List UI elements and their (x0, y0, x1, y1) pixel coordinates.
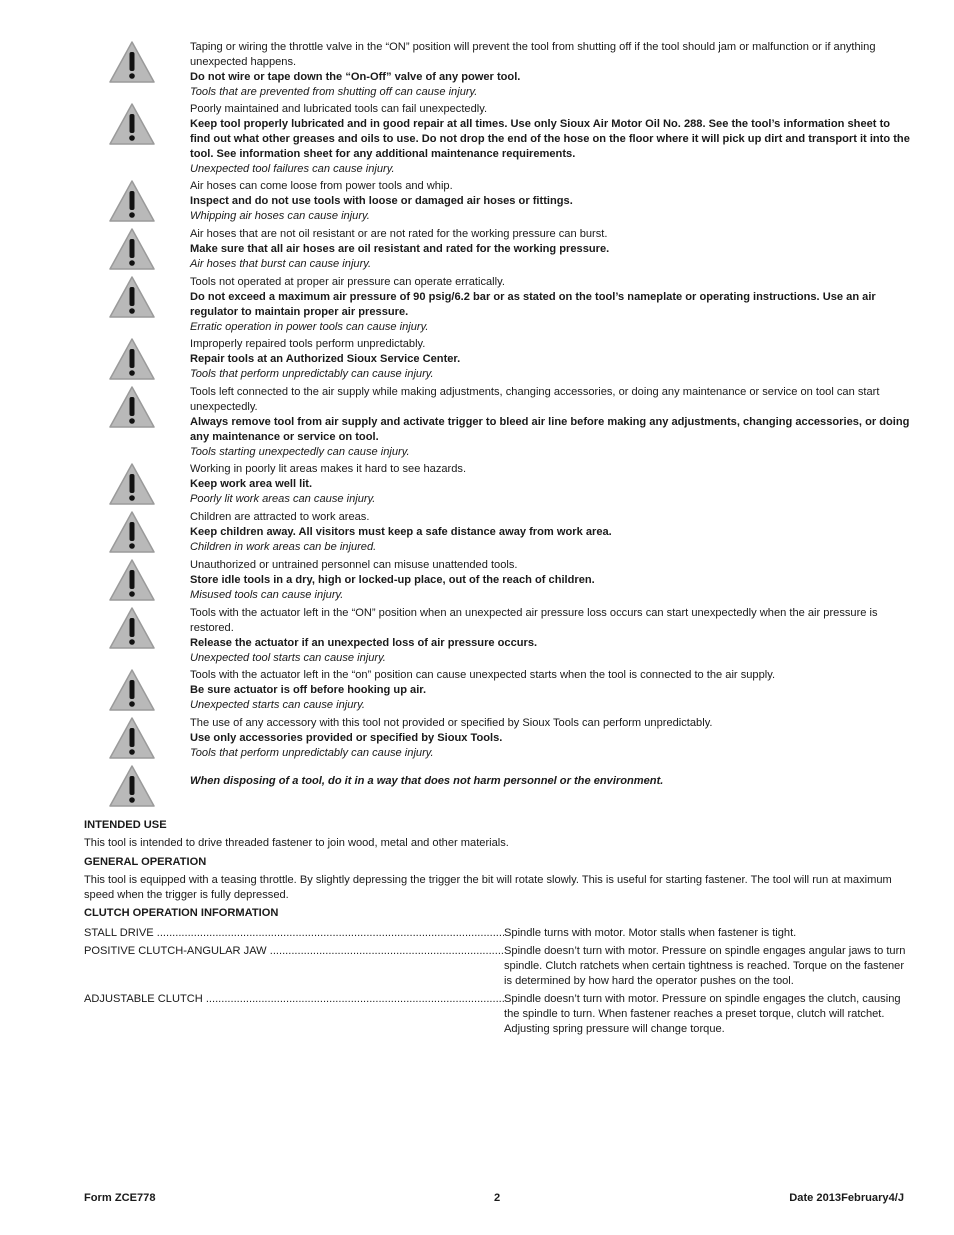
warning-hazard-text: Poorly maintained and lubricated tools can fail unexpectedly. (190, 103, 488, 115)
warning-item (108, 510, 910, 556)
warning-item (108, 606, 910, 666)
warning-consequence-text: Poorly lit work areas can cause injury. (190, 493, 376, 505)
warning-item (108, 102, 910, 177)
general-operation-heading: GENERAL OPERATION (84, 856, 207, 868)
warning-item (108, 716, 910, 762)
warning-instruction-text: Use only accessories provided or specified by Sioux Tools. (190, 732, 503, 744)
page-footer (84, 1192, 904, 1208)
warning-triangle-icon (108, 275, 160, 321)
warning-consequence-text: When disposing of a tool, do it in a way that does not harm personnel or the environment. (190, 775, 664, 787)
warning-item (108, 337, 910, 383)
warning-consequence-text: Misused tools can cause injury. (190, 589, 344, 601)
leader-dots (203, 993, 504, 1005)
warning-consequence-text: Tools that perform unpredictably can cause injury. (190, 747, 434, 759)
clutch-description: Spindle turns with motor. Motor stalls when fastener is tight. (504, 927, 797, 939)
warning-triangle-icon (108, 385, 160, 431)
warning-consequence-text: Tools that perform unpredictably can cause injury. (190, 368, 434, 380)
warning-hazard-text: Tools not operated at proper air pressure can operate erratically. (190, 276, 505, 288)
warning-consequence-text: Whipping air hoses can cause injury. (190, 210, 370, 222)
clutch-type: POSITIVE CLUTCH-ANGULAR JAW (84, 945, 267, 957)
warning-hazard-text: Unauthorized or untrained personnel can misuse unattended tools. (190, 559, 518, 571)
warning-triangle-icon (108, 606, 160, 652)
warning-instruction-text: Inspect and do not use tools with loose or damaged air hoses or fittings. (190, 195, 573, 207)
clutch-description: Spindle doesn’t turn with motor. Pressure on spindle engages angular jaws to turn spindle. Clutch ratchets when certain tightness is reached. Torque on the fastener is determined by how hard the operator pushes on the tool. (504, 945, 906, 987)
warning-hazard-text: The use of any accessory with this tool not provided or specified by Sioux Tools can perform unpredictably. (190, 717, 713, 729)
warning-triangle-icon (108, 227, 160, 273)
warning-triangle-icon (108, 558, 160, 604)
warning-triangle-icon (108, 510, 160, 556)
warning-item (108, 385, 910, 460)
clutch-row (84, 926, 910, 941)
warning-instruction-text: Release the actuator if an unexpected loss of air pressure occurs. (190, 637, 538, 649)
warning-hazard-text: Tools left connected to the air supply while making adjustments, changing accessories, or doing any maintenance or service on tool can start unexpectedly. (190, 386, 880, 413)
warning-consequence-text: Air hoses that burst can cause injury. (190, 258, 372, 270)
clutch-heading: CLUTCH OPERATION INFORMATION (84, 907, 279, 919)
clutch-type: ADJUSTABLE CLUTCH (84, 993, 203, 1005)
page-number: 2 (494, 1192, 501, 1204)
warning-item (108, 179, 910, 225)
leader-dots (154, 927, 504, 939)
warning-triangle-icon (108, 337, 160, 383)
warning-triangle-icon (108, 764, 160, 810)
intended-use-section (84, 818, 910, 851)
warning-instruction-text: Repair tools at an Authorized Sioux Service Center. (190, 353, 461, 365)
warning-hazard-text: Improperly repaired tools perform unpredictably. (190, 338, 426, 350)
warning-hazard-text: Children are attracted to work areas. (190, 511, 370, 523)
warning-hazard-text: Working in poorly lit areas makes it hard to see hazards. (190, 463, 467, 475)
clutch-description: Spindle doesn’t turn with motor. Pressure on spindle engages the clutch, causing the spindle to turn. When fastener reaches a preset torque, clutch will ratchet. Adjusting spring pressure will change torque. (504, 993, 901, 1035)
warning-instruction-text: Keep children away. All visitors must keep a safe distance away from work area. (190, 526, 612, 538)
warning-consequence-text: Unexpected starts can cause injury. (190, 699, 365, 711)
warning-triangle-icon (108, 179, 160, 225)
clutch-table (84, 926, 910, 1037)
warning-instruction-text: Keep tool properly lubricated and in good repair at all times. Use only Sioux Air Motor Oil No. 288. See the tool’s information sheet to find out what other greases and oils to use. Do not drop the end of the hose on the floor where it will pick up dirt and transport it into the tool. See information sheet for any additional maintenance requirements. (190, 118, 910, 160)
general-operation-text: This tool is equipped with a teasing throttle. By slightly depressing the trigger the bit will rotate slowly. This is useful for starting fastener. The tool will run at maximum speed when the trigger is fully depressed. (84, 874, 892, 901)
warning-instruction-text: Keep work area well lit. (190, 478, 313, 490)
clutch-section (84, 906, 910, 1037)
warning-item (108, 227, 910, 273)
intended-use-heading: INTENDED USE (84, 819, 167, 831)
warning-instruction-text: Make sure that all air hoses are oil resistant and rated for the working pressure. (190, 243, 610, 255)
warning-consequence-text: Erratic operation in power tools can cause injury. (190, 321, 429, 333)
warning-hazard-text: Taping or wiring the throttle valve in the “ON” position will prevent the tool from shutting off if the tool should jam or malfunction or if anything unexpected happens. (190, 41, 876, 68)
clutch-row (84, 944, 910, 989)
warning-instruction-text: Do not wire or tape down the “On-Off” valve of any power tool. (190, 71, 521, 83)
clutch-row (84, 992, 910, 1037)
warning-triangle-icon (108, 462, 160, 508)
footer-date: Date 2013February4/J (789, 1192, 904, 1204)
warning-item (108, 558, 910, 604)
warning-hazard-text: Tools with the actuator left in the “ON” position when an unexpected air pressure loss occurs can start unexpectedly when the air pressure is restored. (190, 607, 878, 634)
warning-consequence-text: Unexpected tool starts can cause injury. (190, 652, 386, 664)
warning-consequence-text: Tools that are prevented from shutting off can cause injury. (190, 86, 478, 98)
clutch-type: STALL DRIVE (84, 927, 154, 939)
warning-item (108, 462, 910, 508)
leader-dots (267, 945, 504, 957)
warning-hazard-text: Air hoses can come loose from power tools and whip. (190, 180, 453, 192)
form-number: Form ZCE778 (84, 1192, 156, 1204)
warning-triangle-icon (108, 668, 160, 714)
warning-triangle-icon (108, 40, 160, 86)
warning-item (108, 668, 910, 714)
warning-consequence-text: Children in work areas can be injured. (190, 541, 377, 553)
warning-hazard-text: Tools with the actuator left in the “on” position can cause unexpected starts when the tool is connected to the air supply. (190, 669, 776, 681)
warning-item (108, 275, 910, 335)
safety-warnings (108, 40, 910, 812)
intended-use-text: This tool is intended to drive threaded fastener to join wood, metal and other materials. (84, 837, 509, 849)
warning-instruction-text: Be sure actuator is off before hooking up air. (190, 684, 427, 696)
warning-instruction-text: Do not exceed a maximum air pressure of 90 psig/6.2 bar or as stated on the tool’s nameplate or operating instructions. Use an air regulator to maintain proper air pressure. (190, 291, 876, 318)
general-operation-section (84, 855, 910, 903)
warning-hazard-text: Air hoses that are not oil resistant or are not rated for the working pressure can burst. (190, 228, 608, 240)
warning-item (108, 40, 910, 100)
warning-triangle-icon (108, 102, 160, 148)
warning-instruction-text: Store idle tools in a dry, high or locked-up place, out of the reach of children. (190, 574, 595, 586)
warning-consequence-text: Unexpected tool failures can cause injury. (190, 163, 395, 175)
warning-instruction-text: Always remove tool from air supply and activate trigger to bleed air line before making any adjustments, changing accessories, or doing any maintenance or service on tool. (190, 416, 910, 443)
warning-item (108, 764, 910, 810)
warning-consequence-text: Tools starting unexpectedly can cause injury. (190, 446, 410, 458)
warning-triangle-icon (108, 716, 160, 762)
